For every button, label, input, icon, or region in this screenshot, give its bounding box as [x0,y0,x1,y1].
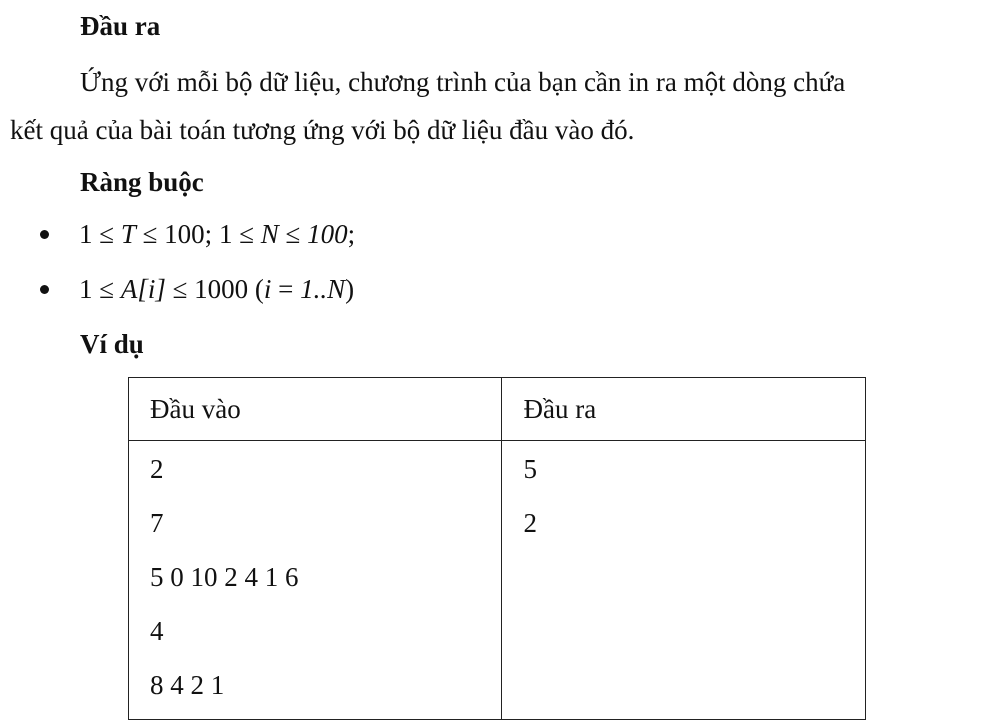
input-column-header: Đầu vào [129,378,502,441]
output-line: 5 [523,454,537,484]
input-line: 4 [150,616,164,646]
constraint-2-idx: i [263,274,272,304]
constraint-2-pre: 1 ≤ [79,274,121,304]
output-line: 2 [523,508,537,538]
table-header-row [129,378,866,441]
bullet-icon [40,230,49,239]
constraint-1-a-post: ≤ 100; [135,219,213,249]
constraint-1-a-var: T [120,219,136,249]
input-line: 5 0 10 2 4 1 6 [150,562,299,592]
example-table [128,377,866,720]
constraint-2-eq: = [271,274,301,304]
constraint-1-b-pre: 1 ≤ [218,219,261,249]
constraint-1-b-mid: ≤ [278,219,308,249]
output-column-header: Đầu ra [502,378,866,441]
input-line: 7 [150,508,164,538]
constraint-1-b-var: N [260,219,279,249]
constraint-2-post: ≤ 1000 ( [165,274,264,304]
input-line: 8 4 2 1 [150,670,225,700]
table-row [129,441,866,720]
constraint-2-var: A[i] [120,274,166,304]
constraint-item-1 [40,218,355,250]
constraint-item-2 [40,273,354,305]
bullet-icon [40,285,49,294]
example-heading: Ví dụ [80,329,144,359]
constraint-2-range: 1..N [300,274,346,304]
output-description-line-1: Ứng với mỗi bộ dữ liệu, chương trình của bạn cần in ra một dòng chứa [80,67,846,97]
output-heading: Đầu ra [80,11,161,41]
constraint-1-b-val: 100 [307,219,348,249]
output-description-line-2: kết quả của bài toán tương ứng với bộ dữ liệu đầu vào đó. [10,115,635,145]
constraint-1-b-post: ; [347,219,356,249]
constraints-heading: Ràng buộc [80,167,204,197]
constraint-1-a-pre: 1 ≤ [79,219,121,249]
input-cell [129,441,502,720]
input-line: 2 [150,454,164,484]
output-cell [502,441,866,720]
constraint-2-close: ) [345,274,355,304]
